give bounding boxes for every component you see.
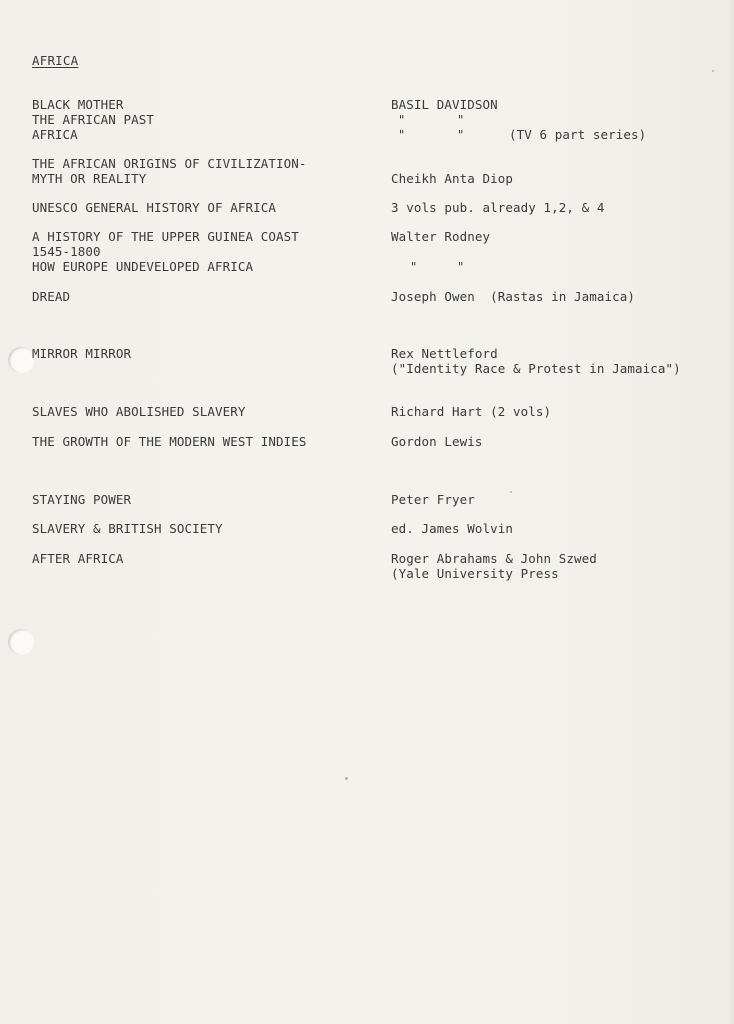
book-author: Rex Nettleford ("Identity Race & Protest in Jamaica") [391,346,681,376]
punch-hole-bottom [8,629,34,655]
book-title: BLACK MOTHER THE AFRICAN PAST AFRICA [32,97,155,142]
book-author: 3 vols pub. already 1,2, & 4 [391,200,605,215]
ditto-mark: " [457,260,465,274]
book-author: Richard Hart (2 vols) [391,404,552,419]
book-author: BASIL DAVIDSON [391,97,498,112]
book-title: SLAVES WHO ABOLISHED SLAVERY [32,404,246,419]
paper-speck [510,491,512,493]
paper-speck [712,70,714,72]
ditto-mark: " [457,128,465,142]
ditto-mark: " [410,260,418,274]
book-author: Joseph Owen (Rastas in Jamaica) [391,289,636,304]
book-title: SLAVERY & BRITISH SOCIETY [32,521,223,536]
page-edge-shadow [728,0,734,1024]
book-title: AFTER AFRICA [32,551,124,566]
page-heading: AFRICA [32,53,79,68]
punch-hole-top [8,347,34,373]
book-author: Peter Fryer [391,492,475,507]
book-title: A HISTORY OF THE UPPER GUINEA COAST 1545-1800 HOW EUROPE UNDEVELOPED AFRICA [32,229,299,274]
paper-speck [345,777,348,780]
book-title: UNESCO GENERAL HISTORY OF AFRICA [32,200,277,215]
book-author: Gordon Lewis [391,434,483,449]
book-title: THE AFRICAN ORIGINS OF CIVILIZATION- MYTH OR REALITY [32,156,307,186]
book-author: Walter Rodney [391,229,491,244]
book-title: MIRROR MIRROR [32,346,132,361]
book-title: THE GROWTH OF THE MODERN WEST INDIES [32,434,307,449]
book-title: DREAD [32,289,71,304]
ditto-mark: " [398,128,406,142]
ditto-mark: " [398,113,406,127]
book-title: STAYING POWER [32,492,132,507]
book-author: Roger Abrahams & John Szwed (Yale University Press [391,551,597,581]
book-note: (TV 6 part series) [509,127,647,142]
ditto-mark: " [457,113,465,127]
book-author: ed. James Wolvin [391,521,514,536]
book-author: Cheikh Anta Diop [391,171,514,186]
